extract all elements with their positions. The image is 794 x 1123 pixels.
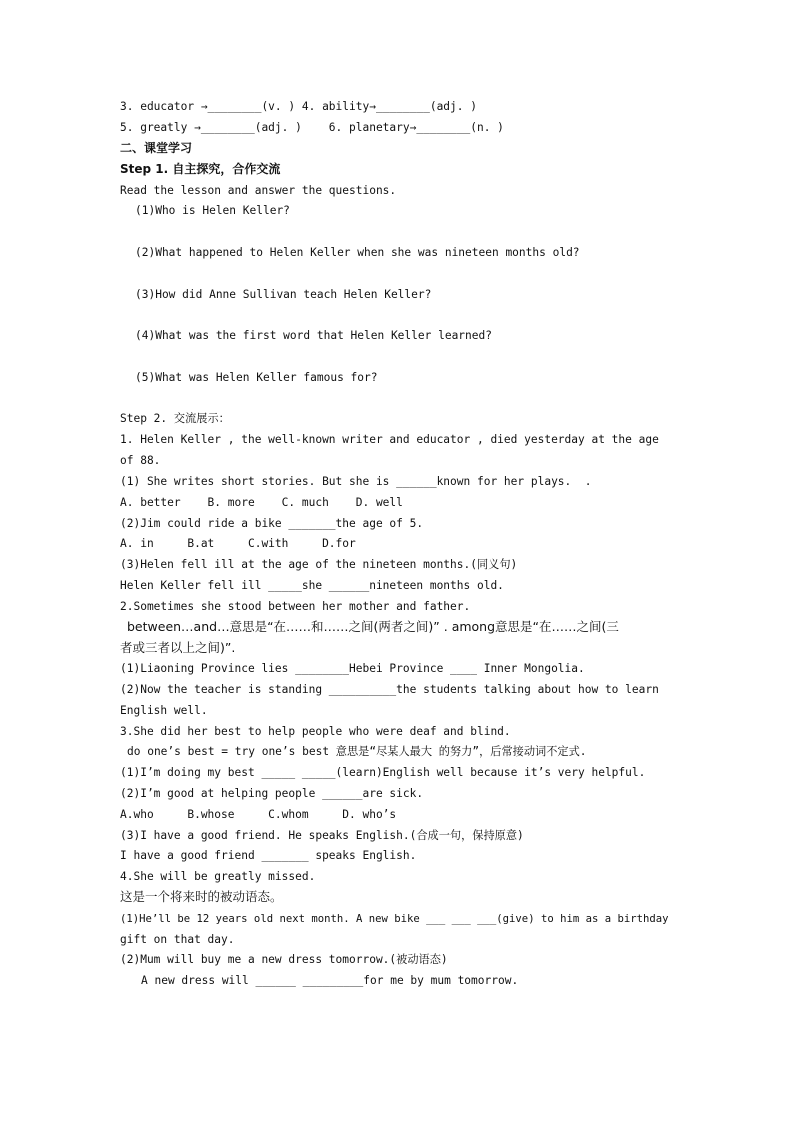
item2-sentence: 2.Sometimes she stood between her mother and father.: [120, 600, 471, 613]
item1-sentence-cont: of 88.: [120, 454, 161, 467]
exercise-1-2-options: A. in B.at C.with D.for: [120, 537, 356, 550]
vocab-line-5-6: 5. greatly →________(adj. ) 6. planetary→________(n. ): [120, 121, 504, 134]
instruction-text: Read the lesson and answer the questions.: [120, 184, 397, 197]
exercise-3-3-blank: I have a good friend _______ speaks English.: [120, 849, 417, 862]
exercise-2-2: (2)Now the teacher is standing __________the students talking about how to learn: [120, 683, 659, 696]
exercise-3-2-options: A.who B.whose C.whom D. who’s: [120, 808, 397, 821]
item4-explanation: 这是一个将来时的被动语态。: [120, 889, 283, 904]
section-heading: 二、课堂学习: [120, 141, 193, 155]
exercise-1-1-options: A. better B. more C. much D. well: [120, 496, 403, 509]
question-2: (2)What happened to Helen Keller when she was nineteen months old?: [135, 246, 580, 259]
question-3: (3)How did Anne Sullivan teach Helen Keller?: [135, 288, 432, 301]
vocab-line-3-4: 3. educator →________(v. ) 4. ability→________(adj. ): [120, 100, 477, 113]
exercise-2-2-cont: English well.: [120, 704, 208, 717]
exercise-3-1: (1)I’m doing my best _____ _____(learn)English well because it’s very helpful.: [120, 766, 646, 779]
exercise-4-2-blank: A new dress will ______ _________for me by mum tomorrow.: [141, 974, 519, 987]
exercise-1-3-blank: Helen Keller fell ill _____she ______nineteen months old.: [120, 579, 504, 592]
step1-heading: Step 1. 自主探究，合作交流: [120, 162, 281, 176]
exercise-1-3: (3)Helen fell ill at the age of the nineteen months.(同义句): [120, 558, 518, 571]
exercise-4-2: (2)Mum will buy me a new dress tomorrow.(被动语态): [120, 953, 448, 966]
exercise-4-1-cont: gift on that day.: [120, 933, 235, 946]
exercise-3-3: (3)I have a good friend. He speaks English.(合成一句，保持原意): [120, 829, 524, 842]
item3-explanation: do one’s best = try one’s best 意思是“尽某人最大 的努力”，后常接动词不定式.: [127, 745, 587, 758]
question-4: (4)What was the first word that Helen Keller learned?: [135, 329, 492, 342]
question-1: (1)Who is Helen Keller?: [135, 204, 290, 217]
item2-explanation-cont: 者或三者以上之间)”.: [120, 640, 236, 655]
item1-sentence: 1. Helen Keller , the well-known writer and educator , died yesterday at the age: [120, 433, 659, 446]
step2-heading: Step 2. 交流展示：: [120, 412, 230, 425]
exercise-1-2: (2)Jim could ride a bike _______the age of 5.: [120, 517, 424, 530]
item3-sentence: 3.She did her best to help people who were deaf and blind.: [120, 725, 511, 738]
exercise-2-1: (1)Liaoning Province lies ________Hebei Province ____ Inner Mongolia.: [120, 662, 585, 675]
item2-explanation: between…and…意思是“在……和……之间(两者之间)” . among意思是“在……之间(三: [127, 619, 619, 634]
exercise-4-1: (1)He’ll be 12 years old next month. A new bike ___ ___ ___(give) to him as a birthday: [120, 913, 669, 925]
exercise-3-2: (2)I’m good at helping people ______are sick.: [120, 787, 424, 800]
exercise-1-1: (1) She writes short stories. But she is ______known for her plays. .: [120, 475, 592, 488]
question-5: (5)What was Helen Keller famous for?: [135, 371, 378, 384]
item4-sentence: 4.She will be greatly missed.: [120, 870, 316, 883]
